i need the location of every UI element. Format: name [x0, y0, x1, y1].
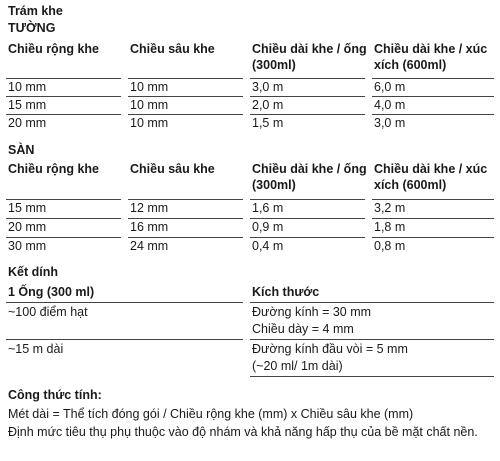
- floor-header-length-tube: Chiều dài khe / ống (300ml): [252, 162, 367, 192]
- wall-header-length-tube: Chiều dài khe / ống (300ml): [252, 42, 367, 72]
- wall-header-width: Chiều rộng khe: [8, 42, 99, 56]
- floor-header-depth: Chiều sâu khe: [130, 162, 215, 176]
- bond-heading: Kết dính: [8, 265, 58, 279]
- document-page: Trám khe TƯỜNG Chiều rộng khe Chiều sâu khe Chiều dài khe / ống (300ml) Chiều dài khe / xúc xích (600ml) 10 mm 10 mm 3,0 m 6,0 m 15 mm 10 mm 2,0 m 4,0 m 20 mm 10 mm 1,5 m 3,0 m SÀN Chiều rộng khe Chiều sâu khe Chiều dài khe / ống (300ml) Chiều dài khe / xúc xích (600ml) 15 mm 12 mm 1,6 m 3,2 m 20 mm 16 mm 0,9 m 1,8 m 30 mm 24 mm 0,4 m 0,8 m Kết dính 1 Ống (300 ml) Kích thước ~100 điểm hạt Đường kính = 30 mm Chiều dày = 4 mm ~15 m dài Đường kính đầu vòi = 5 mm (~20 ml/ 1m dài) Công thức tính: Mét dài = Thể tích đóng gói / Chiều rộng khe (mm) x Chiều sâu khe (mm) Định mức tiêu thụ phụ thuộc vào độ nhám và khả năng hấp thụ của bề mặt chất nền.: [0, 0, 500, 461]
- bond-header-size: Kích thước: [252, 285, 320, 299]
- wall-heading: TƯỜNG: [8, 21, 56, 35]
- formula-line: Mét dài = Thể tích đóng gói / Chiều rộng khe (mm) x Chiều sâu khe (mm): [8, 407, 414, 421]
- floor-header-length-sausage: Chiều dài khe / xúc xích (600ml): [374, 162, 488, 192]
- consumption-note: Định mức tiêu thụ phụ thuộc vào độ nhám và khả năng hấp thụ của bề mặt chất nền.: [8, 425, 478, 439]
- wall-header-depth: Chiều sâu khe: [130, 42, 215, 56]
- formula-heading: Công thức tính:: [8, 388, 102, 402]
- document-title: Trám khe: [8, 4, 63, 18]
- wall-header-length-sausage: Chiều dài khe / xúc xích (600ml): [374, 42, 488, 72]
- floor-header-width: Chiều rộng khe: [8, 162, 99, 176]
- bond-header-tube: 1 Ống (300 ml): [8, 285, 95, 299]
- floor-heading: SÀN: [8, 143, 35, 157]
